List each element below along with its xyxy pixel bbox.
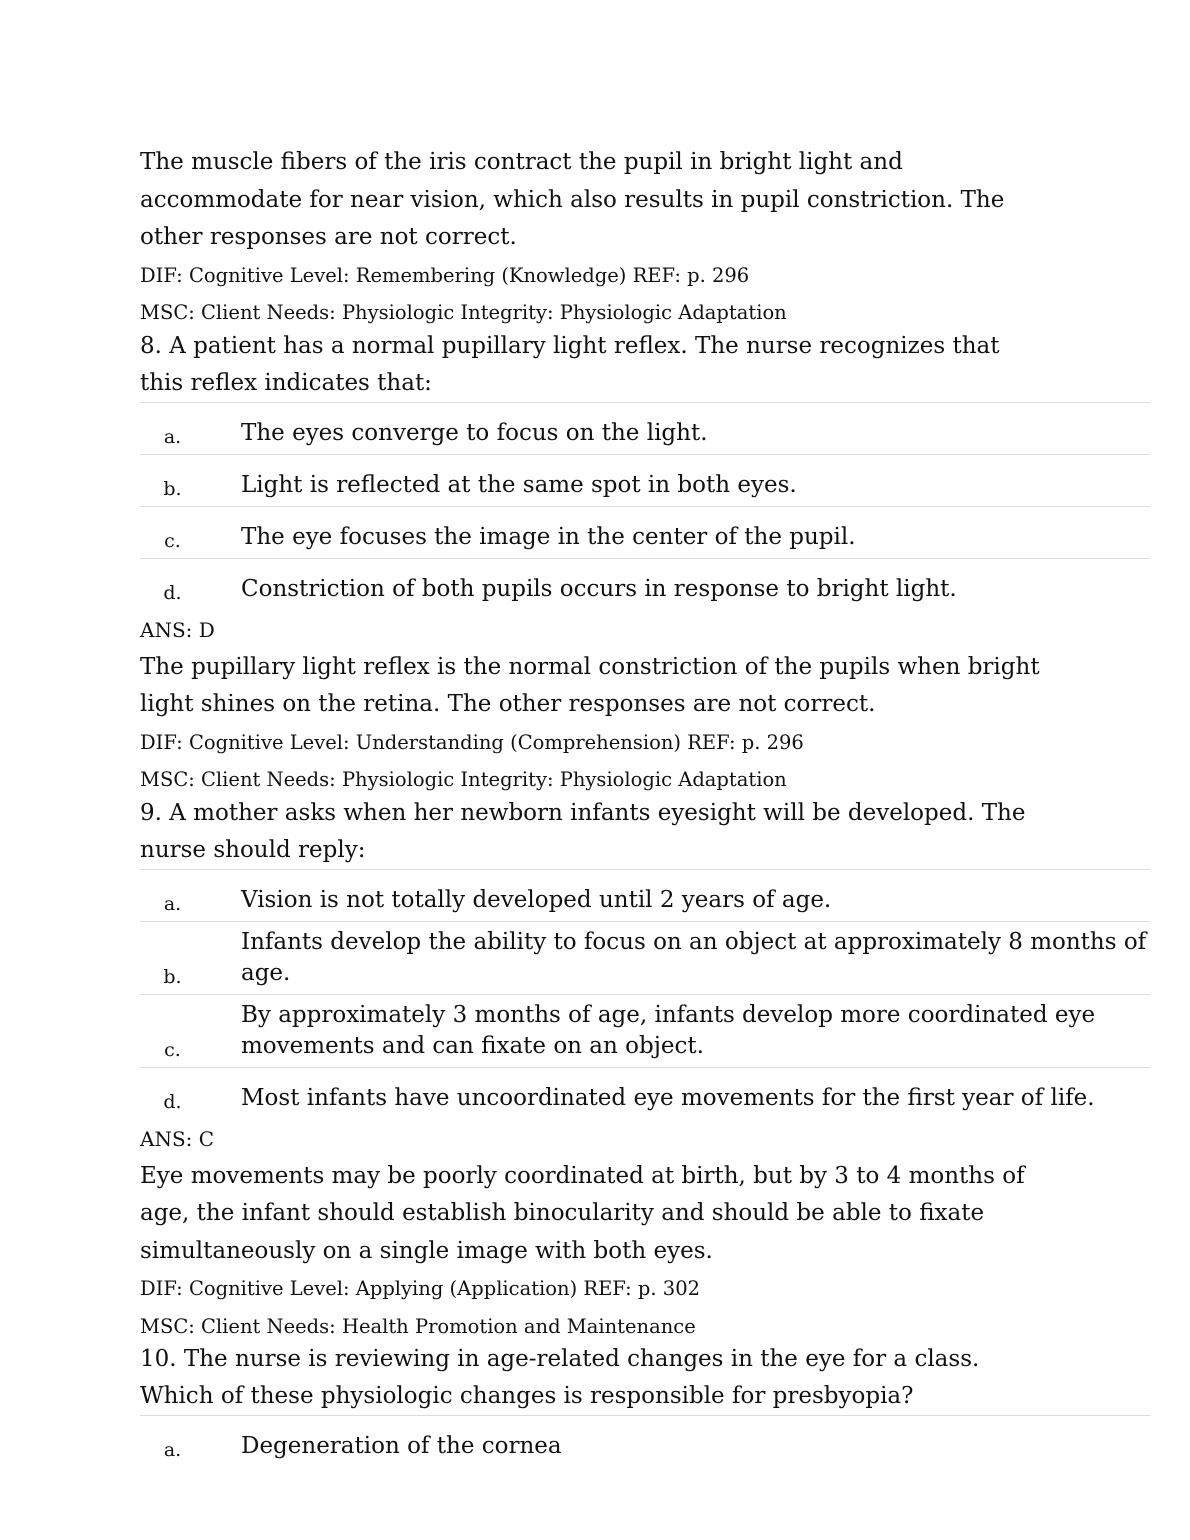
- question-10-options: [140, 1415, 1150, 1467]
- option-text: Light is reflected at the same spot in both eyes.: [241, 454, 1150, 506]
- question-10-stem: 10. The nurse is reviewing in age-related changes in the eye for a class. Which of these physiologic changes is responsible for presbyopia?: [140, 1346, 980, 1409]
- option-row: [140, 921, 1150, 994]
- option-letter: c.: [140, 994, 241, 1067]
- option-row: [140, 1067, 1150, 1119]
- option-letter: a.: [140, 1416, 241, 1468]
- option-row: [140, 402, 1150, 454]
- question-9-stem: 9. A mother asks when her newborn infants eyesight will be developed. The nurse should reply:: [140, 799, 1026, 863]
- option-letter: b.: [140, 921, 241, 994]
- option-letter: a.: [140, 869, 241, 921]
- option-letter: c.: [140, 506, 241, 558]
- option-text: The eye focuses the image in the center of the pupil.: [241, 506, 1150, 558]
- option-text: Vision is not totally developed until 2 years of age.: [241, 869, 1150, 921]
- option-text: Most infants have uncoordinated eye movements for the first year of life.: [241, 1067, 1150, 1119]
- option-row: [140, 506, 1150, 558]
- question-8-answer: ANS: D: [140, 617, 215, 642]
- document-page: [140, 144, 1150, 1467]
- question-9-rationale: Eye movements may be poorly coordinated at birth, but by 3 to 4 months of age, the infant should establish binocularity and should be able to fixate simultaneously on a single image with both eyes.: [140, 1162, 1025, 1264]
- question-9-options: [140, 869, 1150, 1119]
- question-9-dif-line: DIF: Cognitive Level: Applying (Application) REF: p. 302: [140, 1277, 701, 1300]
- option-letter: d.: [140, 1067, 241, 1119]
- question-9-msc-line: MSC: Client Needs: Health Promotion and Maintenance: [140, 1314, 696, 1338]
- question-8-rationale: The pupillary light reflex is the normal constriction of the pupils when bright light shines on the retina. The other responses are not correct.: [140, 653, 1040, 717]
- intro-rationale: The muscle fibers of the iris contract the pupil in bright light and accommodate for near vision, which also results in pupil constriction. The other responses are not correct.: [140, 149, 1005, 250]
- option-text: Constriction of both pupils occurs in response to bright light.: [241, 558, 1150, 610]
- option-letter: d.: [140, 558, 241, 610]
- option-row: [140, 869, 1150, 921]
- question-8-dif-line: DIF: Cognitive Level: Understanding (Comprehension) REF: p. 296: [140, 730, 804, 754]
- option-letter: b.: [140, 454, 241, 506]
- option-text: By approximately 3 months of age, infants develop more coordinated eye movements and can fixate on an object.: [241, 994, 1150, 1067]
- option-row: [140, 1416, 1150, 1468]
- option-row: [140, 454, 1150, 506]
- option-text: Infants develop the ability to focus on an object at approximately 8 months of age.: [241, 921, 1150, 994]
- option-row: [140, 558, 1150, 610]
- option-letter: a.: [140, 402, 241, 454]
- option-text: Degeneration of the cornea: [241, 1416, 1150, 1468]
- option-text: The eyes converge to focus on the light.: [241, 402, 1150, 454]
- question-9-answer: ANS: C: [140, 1126, 215, 1151]
- intro-dif-line: DIF: Cognitive Level: Remembering (Knowledge) REF: p. 296: [140, 263, 750, 287]
- question-8-options: [140, 402, 1150, 610]
- question-8-stem: 8. A patient has a normal pupillary light reflex. The nurse recognizes that this reflex indicates that:: [140, 332, 1000, 396]
- intro-msc-line: MSC: Client Needs: Physiologic Integrity: Physiologic Adaptation: [140, 301, 787, 324]
- question-8-msc-line: MSC: Client Needs: Physiologic Integrity: Physiologic Adaptation: [140, 768, 787, 791]
- option-row: [140, 994, 1150, 1067]
